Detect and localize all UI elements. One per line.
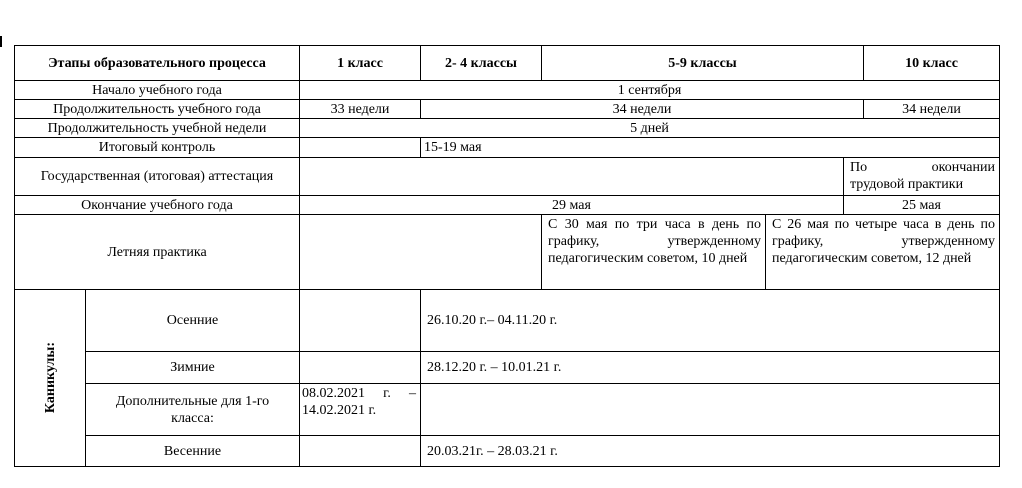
duration-year-grade-10: 34 недели [863,99,1000,119]
header-grade-1: 1 класс [299,45,421,81]
header-grade-10: 10 класс [863,45,1000,81]
extra-grade-1 [299,383,421,436]
final-control-label: Итоговый контроль [14,137,300,158]
extra-grade-1-line-2: 14.02.2021 г. [302,403,377,418]
attestation-grades-1-9 [299,157,844,196]
practice-grade-10: С 26 мая по четыре часа в день по графику, утвержденному педагогическим советом, 12 дней [765,214,1000,290]
attestation-grade-10-line-1: По окончании [850,160,995,175]
spring-value: 20.03.21г. – 28.03.21 г. [420,435,1000,467]
end-grade-10: 25 мая [843,195,1000,215]
attestation-grade-10-line-2: трудовой практики [850,177,964,192]
end-grades-1-9: 29 мая [299,195,844,215]
start-label: Начало учебного года [14,80,300,100]
practice-grades-5-9: С 30 мая по три часа в день по графику, утвержденному педагогическим советом, 10 дней [541,214,766,290]
duration-week-value: 5 дней [299,118,1000,138]
winter-value: 28.12.20 г. – 10.01.21 г. [420,351,1000,384]
duration-week-label: Продолжительность учебной недели [14,118,300,138]
final-control-value: 15-19 мая [420,137,1000,158]
practice-label: Летняя практика [14,214,300,290]
duration-year-grade-1: 33 недели [299,99,421,119]
autumn-value: 26.10.20 г.– 04.11.20 г. [420,289,1000,352]
spring-label: Весенние [85,435,300,467]
header-grades-2-4: 2- 4 классы [420,45,542,81]
end-label: Окончание учебного года [14,195,300,215]
duration-year-grades-2-9: 34 недели [420,99,864,119]
duration-year-label: Продолжительность учебного года [14,99,300,119]
holidays-label: Каникулы: [42,342,58,414]
autumn-label: Осенние [85,289,300,352]
final-control-grade-1 [299,137,421,158]
extra-label: Дополнительные для 1-го класса: [85,383,300,436]
start-value: 1 сентября [299,80,1000,100]
attestation-grade-10 [843,157,1000,196]
header-stages: Этапы образовательного процесса [14,45,300,81]
header-grades-5-9: 5-9 классы [541,45,864,81]
practice-grades-1-4 [299,214,542,290]
attestation-label: Государственная (итоговая) аттестация [14,157,300,196]
spring-grade-1 [299,435,421,467]
autumn-grade-1 [299,289,421,352]
extra-grade-1-line-1: 08.02.2021 г. – [302,386,416,401]
winter-label: Зимние [85,351,300,384]
extra-grades-2-10 [420,383,1000,436]
margin-mark [0,36,2,47]
winter-grade-1 [299,351,421,384]
holidays-label-cell [14,289,86,467]
